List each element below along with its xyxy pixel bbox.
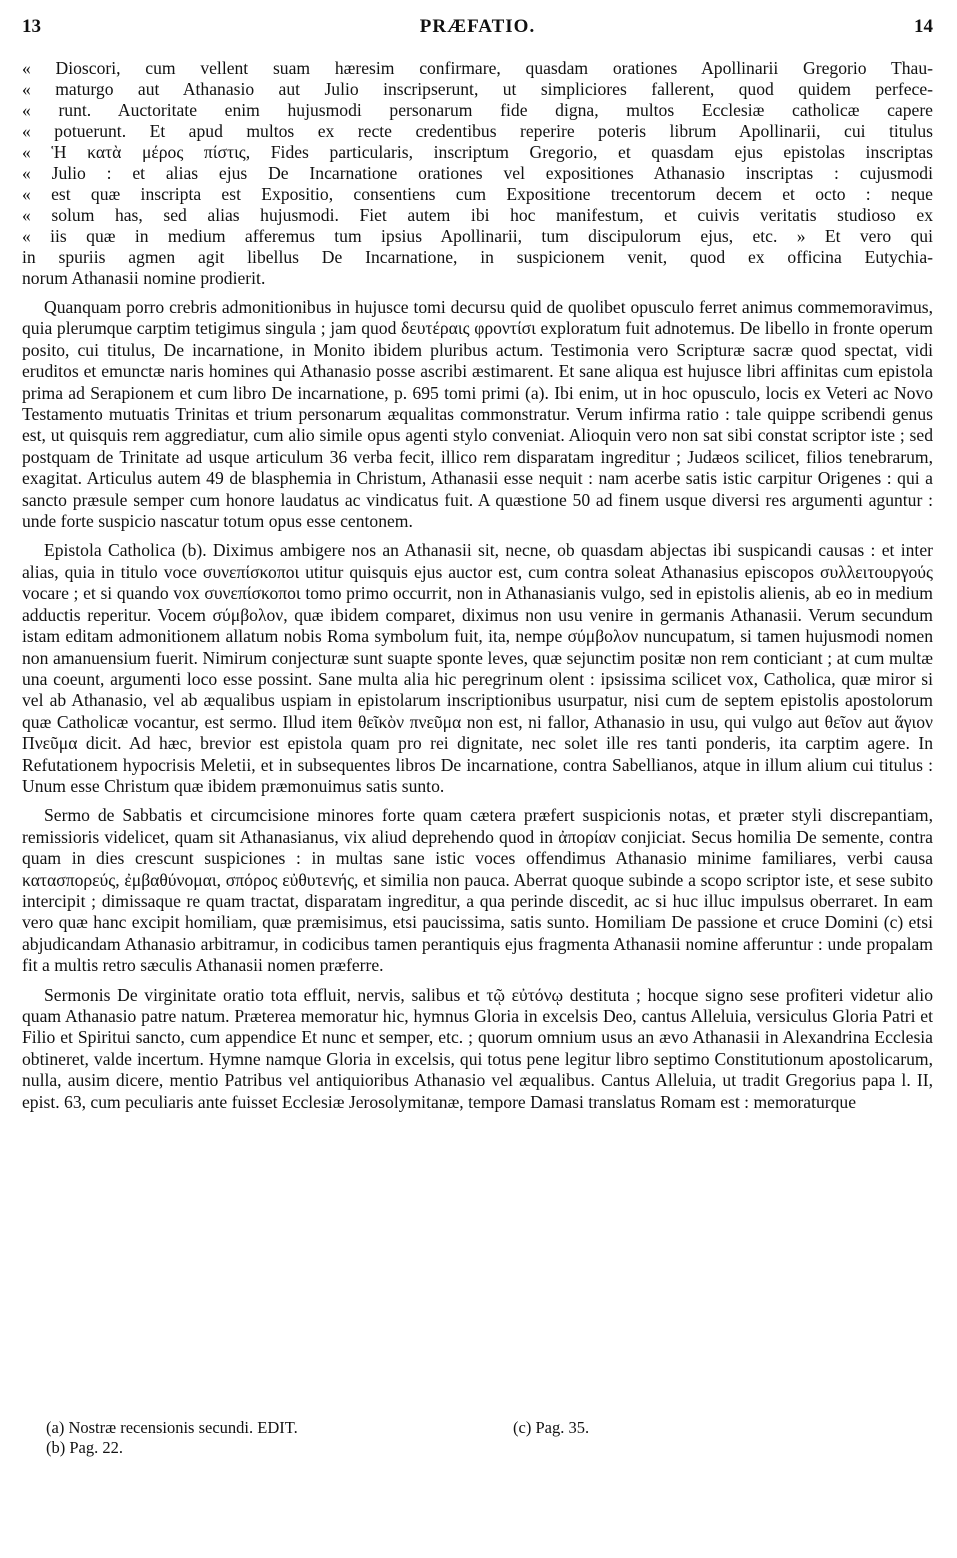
paragraph-quanquam: Quanquam porro crebris admonitionibus in hujusce tomi decursu quid de quolibet opusculo ferret animus commemoravimus, quia plerumque carptim tetigimus singula ; jam quod δευτέραις φροντίσι exploratum fuit adnotemus. De libello in fronte operum posito, cui titulus, De incarnatione, in Monito ibidem pluribus actum. Testimonia vero Scripturæ sacræ quod spectat, vidi eruditos et emunctæ naris homines qui Athanasio posse ascribi æstimarent. Et sane aliqua est hujusce libri affinitas cum epistola prima ad Serapionem et cum libro De incarnatione, p. 695 tomi primi (a). Ibi enim, ut in hoc opusculo, locis ex Veteri ac Novo Testamento mutuatis Trinitas et trium personarum æqualitas commonstratur. Verum infirma ratio : tale quippe scribendi genus est, ut quisquis rem aggrediatur, cum alio simile opus agenti stylo conveniat. Alioquin vero non sat sibi constat scriptor iste ; sed postquam de Trinitate ad usque articulum 36 verba fecit, illico rem disparatam ingreditur ; Judæos scilicet, filios tenebrarum, exagitat. Articulus autem 49 de blasphemia in Christum, Athanasii esse nequit : nam acerbe satis istic carpitur Origenes : qui a sancto præsule semper cum honore laudatus ac vindicatus fuit. A quæstione 50 ad finem usque diversi res argumenti aguntur : unde forte suspicio nascatur totum opus esse centonem. xyxy=(22,297,933,532)
right-page-number: 14 xyxy=(914,16,933,37)
quote-line: « solum has, sed alias hujusmodi. Fiet autem ibi hoc manifestum, et cuivis veritatis studioso ex xyxy=(22,205,933,225)
paragraph-de-virginitate: Sermonis De virginitate oratio tota effluit, nervis, salibus et τῷ εὐτόνῳ destituta ; hocque signo sese profiteri videtur alio quam Athanasio patre natum. Præterea memoratur hic, hymnus Gloria in excelsis Deo, cantus Alleluia, versiculus Gloria Patri et Filio et Spiritui sancto, cum appendice Et nunc et semper, etc. ; quorum omnium usus an ævo Athanasii in Alexandrina Ecclesia obtineret, valde incertum. Hymne namque Gloria in excelsis, qui totus pene legitur libro septimo Constitutionum apostolicarum, nulla, ausim dicere, mentio Patribus vel antiquioribus Athanasio vel æqualibus. Cantus Alleluia, ut tradit Gregorius papa l. II, epist. 63, cum peculiaris ante fuisset Ecclesiæ Jerosolymitanæ, tempore Damasi translatus Romam est : memoraturque xyxy=(22,984,933,1112)
paragraph-sermo-de-sabbatis: Sermo de Sabbatis et circumcisione minores forte quam cætera præfert suspicionis notas, et præter styli discrepantiam, remissioris videlicet, quam sit Athanasianus, vix aliud deprehendo quod in ἀπορίαν conjiciat. Secus homilia De semente, contra quam in dies crescunt suspiciones : in multas sane istic voces offendimus Athanasio minime familiares, verbi causa κατασπορεύς, ἐμβαθύνομαι, σπόρος εὐθυτενής, et similia non pauca. Aberrat quoque subinde a scopo scriptor iste, et sese subito intercipit ; dimissaque re quam tractat, disparatam ingreditur, a qua perinde discedit, ac si huc illuc impulsus oberraret. In eam vero quæ hanc excipit homiliam, quæ præmisimus, etsi paucissima, satis sunto. Homiliam De passione et cruce Domini (c) etsi abjudicandam Athanasio arbitramur, in codicibus tamen perantiquis ejus fragmenta Athanasii nomine afferuntur : unde propalam fit a multis retro sæculis Athanasii nomen præferre. xyxy=(22,805,933,976)
quote-line: in spuriis agmen agit libellus De Incarnatione, in suspicionem venit, quod ex officina Eutychia- xyxy=(22,247,933,267)
running-title: PRÆFATIO. xyxy=(419,16,536,37)
quote-line: « maturgo aut Athanasio aut Julio inscripserunt, ut simpliciores fallerent, quod quidem perfece- xyxy=(22,79,933,99)
footnotes xyxy=(46,1418,933,1458)
quote-line: norum Athanasii nomine prodierit. xyxy=(22,268,266,288)
footnote-c: (c) Pag. 35. xyxy=(513,1418,590,1437)
quote-line: « potuerunt. Et apud multos ex recte credentibus reperire poteris librum Apollinarii, cui titulus xyxy=(22,121,933,141)
quote-block xyxy=(22,58,933,289)
body-text xyxy=(22,58,933,1113)
quote-line: « iis quæ in medium afferemus tum ipsius Apollinarii, tum discipulorum ejus, etc. » Et vero qui xyxy=(22,226,933,246)
footnote-a: (a) Nostræ recensionis secundi. EDIT. xyxy=(46,1418,298,1437)
left-page-number: 13 xyxy=(22,16,41,37)
quote-line: « runt. Auctoritate enim hujusmodi personarum fide digna, multos Ecclesiæ catholicæ capere xyxy=(22,100,933,120)
quote-line: « Ἡ κατὰ μέρος πίστις, Fides particularis, inscriptum Gregorio, et quasdam ejus epistolas inscriptas xyxy=(22,142,933,162)
quote-line: « Julio : et alias ejus De Incarnatione orationes vel expositiones Athanasio inscriptas : cujusmodi xyxy=(22,163,933,183)
quote-line: « Dioscori, cum vellent suam hæresim confirmare, quasdam orationes Apollinarii Gregorio Thau- xyxy=(22,58,933,78)
paragraph-epistola-catholica: Epistola Catholica (b). Diximus ambigere nos an Athanasii sit, necne, ob quasdam abjectas ibi suspicandi causas : et inter alias, quia in titulo voce συνεπίσκοποι utitur quisquis ejus auctor est, cum contra soleat Athanasius episcopos συλλειτουργούς vocare ; et si quando vox συνεπίσκοποι tomo primo occurrit, non in Athanasianis vulgo, sed in epistolis alienis, ab eo in medium adductis reperitur. Vocem σύμβολον, quæ ibidem comparet, diximus non usu venire in germanis Athanasii. Verum secundum istam editam admonitionem allatum nobis Roma symbolum fuit, ita, nempe σύμβολον nuncupatum, si tamen hujusmodi nomen non amanuensium fuerit. Nimirum conjecturæ sunt suapte sponte leves, quæ sejunctim positæ non rem conticiant ; at cum multæ una coeunt, argumenti loco esse possint. Sane multa alia hic peregrinum olent : ipsissima scilicet vox, Catholica, quæ miror si vel ab Athanasio, vel ab æqualibus uspiam in epistolarum inscriptionibus usurpatur, nisi cum de septem epistolis apostolorum quæ Catholicæ vocantur, est sermo. Illud item θεῖκὸν πνεῦμα non est, ni fallor, Athanasio in usu, qui vulgo aut θεῖον aut ἅγιον Πνεῦμα dicit. Ad hæc, brevior est epistola quam pro rei dignitate, nec solet ille res tanti ponderis, ita carptim agere. In Refutationem hypocrisis Meletii, et in subsequentes libros De incarnatione, contra Sabellianos, atque in illum alium cui titulus : Unum esse Christum quæ ibidem præmonuimus satis sunto. xyxy=(22,540,933,796)
quote-line: « est quæ inscripta est Expositio, consentiens cum Expositione trecentorum decem et octo : neque xyxy=(22,184,933,204)
running-header xyxy=(22,16,933,52)
footnote-column-left xyxy=(46,1418,513,1458)
footnote-column-right xyxy=(513,1418,933,1458)
footnote-b: (b) Pag. 22. xyxy=(46,1438,123,1457)
